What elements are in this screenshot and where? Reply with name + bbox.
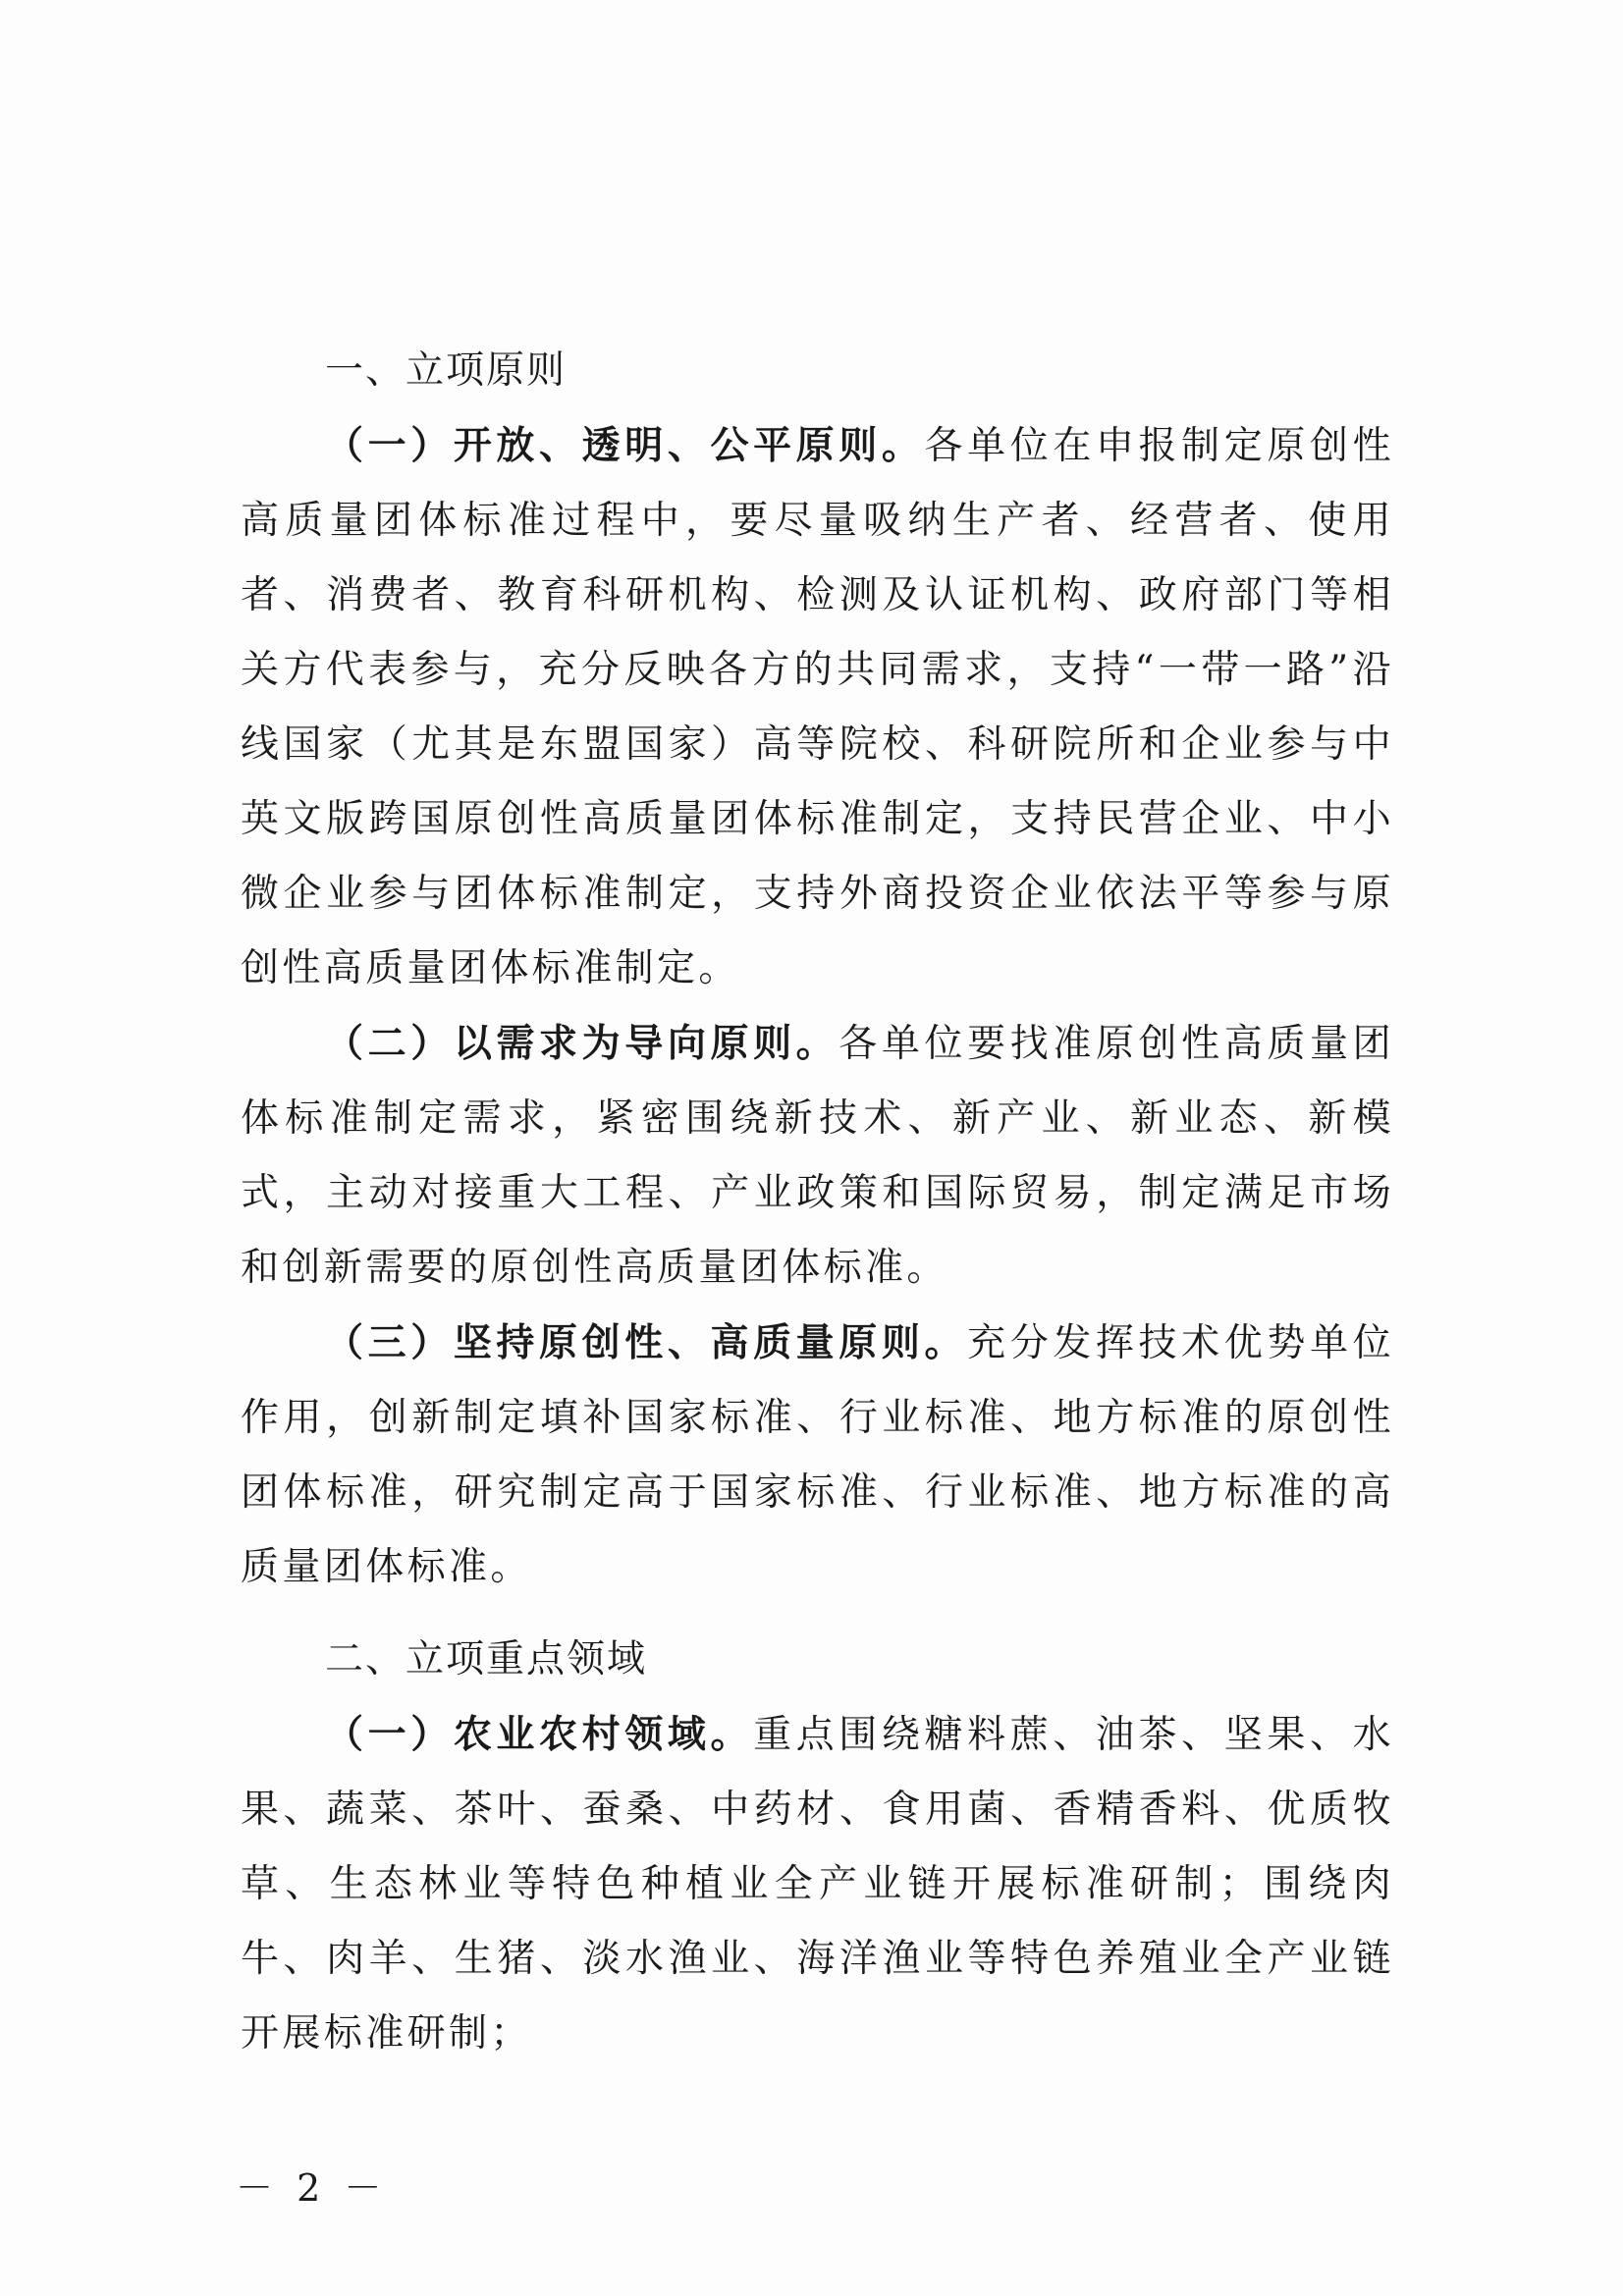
section-heading-principles: 一、立项原则 xyxy=(325,348,568,393)
paragraph-text: 各单位要找准原创性高质量团体标准制定需求，紧密围绕新技术、新产业、新业态、新模式，主动对接重大工程、产业政策和国际贸易，制定满足市场和创新需要的原创性高质量团体标准。 xyxy=(241,1022,1394,1290)
paragraph-text: 重点围绕糖料蔗、油茶、坚果、水果、蔬菜、茶叶、蚕桑、中药材、食用菌、香精香料、优质牧草、生态林业等特色种植业全产业链开展标准研制；围绕肉牛、肉羊、生猪、淡水渔业、海洋渔业等特色养殖业全产业链开展标准研制； xyxy=(241,1713,1394,2056)
paragraph-demand-oriented xyxy=(241,1006,1394,1306)
paragraph-text: 各单位在申报制定原创性高质量团体标准过程中，要尽量吸纳生产者、经营者、使用者、消费者、教育科研机构、检测及认证机构、政府部门等相关方代表参与，充分反映各方的共同需求，支持“一带一路”沿线国家（尤其是东盟国家）高等院校、科研院所和企业参与中英文版跨国原创性高质量团体标准制定，支持民营企业、中小微企业参与团体标准制定，支持外商投资企业依法平等参与原创性高质量团体标准制定。 xyxy=(241,424,1394,990)
page-number: － 2 － xyxy=(236,2166,388,2210)
paragraph-lead: （一）开放、透明、公平原则。 xyxy=(325,423,925,468)
paragraph-text: 充分发挥技术优势单位作用，创新制定填补国家标准、行业标准、地方标准的原创性团体标准，研究制定高于国家标准、行业标准、地方标准的高质量团体标准。 xyxy=(241,1321,1394,1589)
paragraph-agriculture xyxy=(241,1697,1394,2071)
section-heading-key-areas: 二、立项重点领域 xyxy=(325,1637,648,1682)
paragraph-open-transparent-fair xyxy=(241,408,1394,1006)
paragraph-lead: （一）农业农村领域。 xyxy=(325,1712,754,1757)
document-body xyxy=(241,334,1394,2071)
paragraph-lead: （二）以需求为导向原则。 xyxy=(325,1021,839,1066)
paragraph-originality-quality xyxy=(241,1306,1394,1605)
paragraph-lead: （三）坚持原创性、高质量原则。 xyxy=(325,1320,968,1365)
